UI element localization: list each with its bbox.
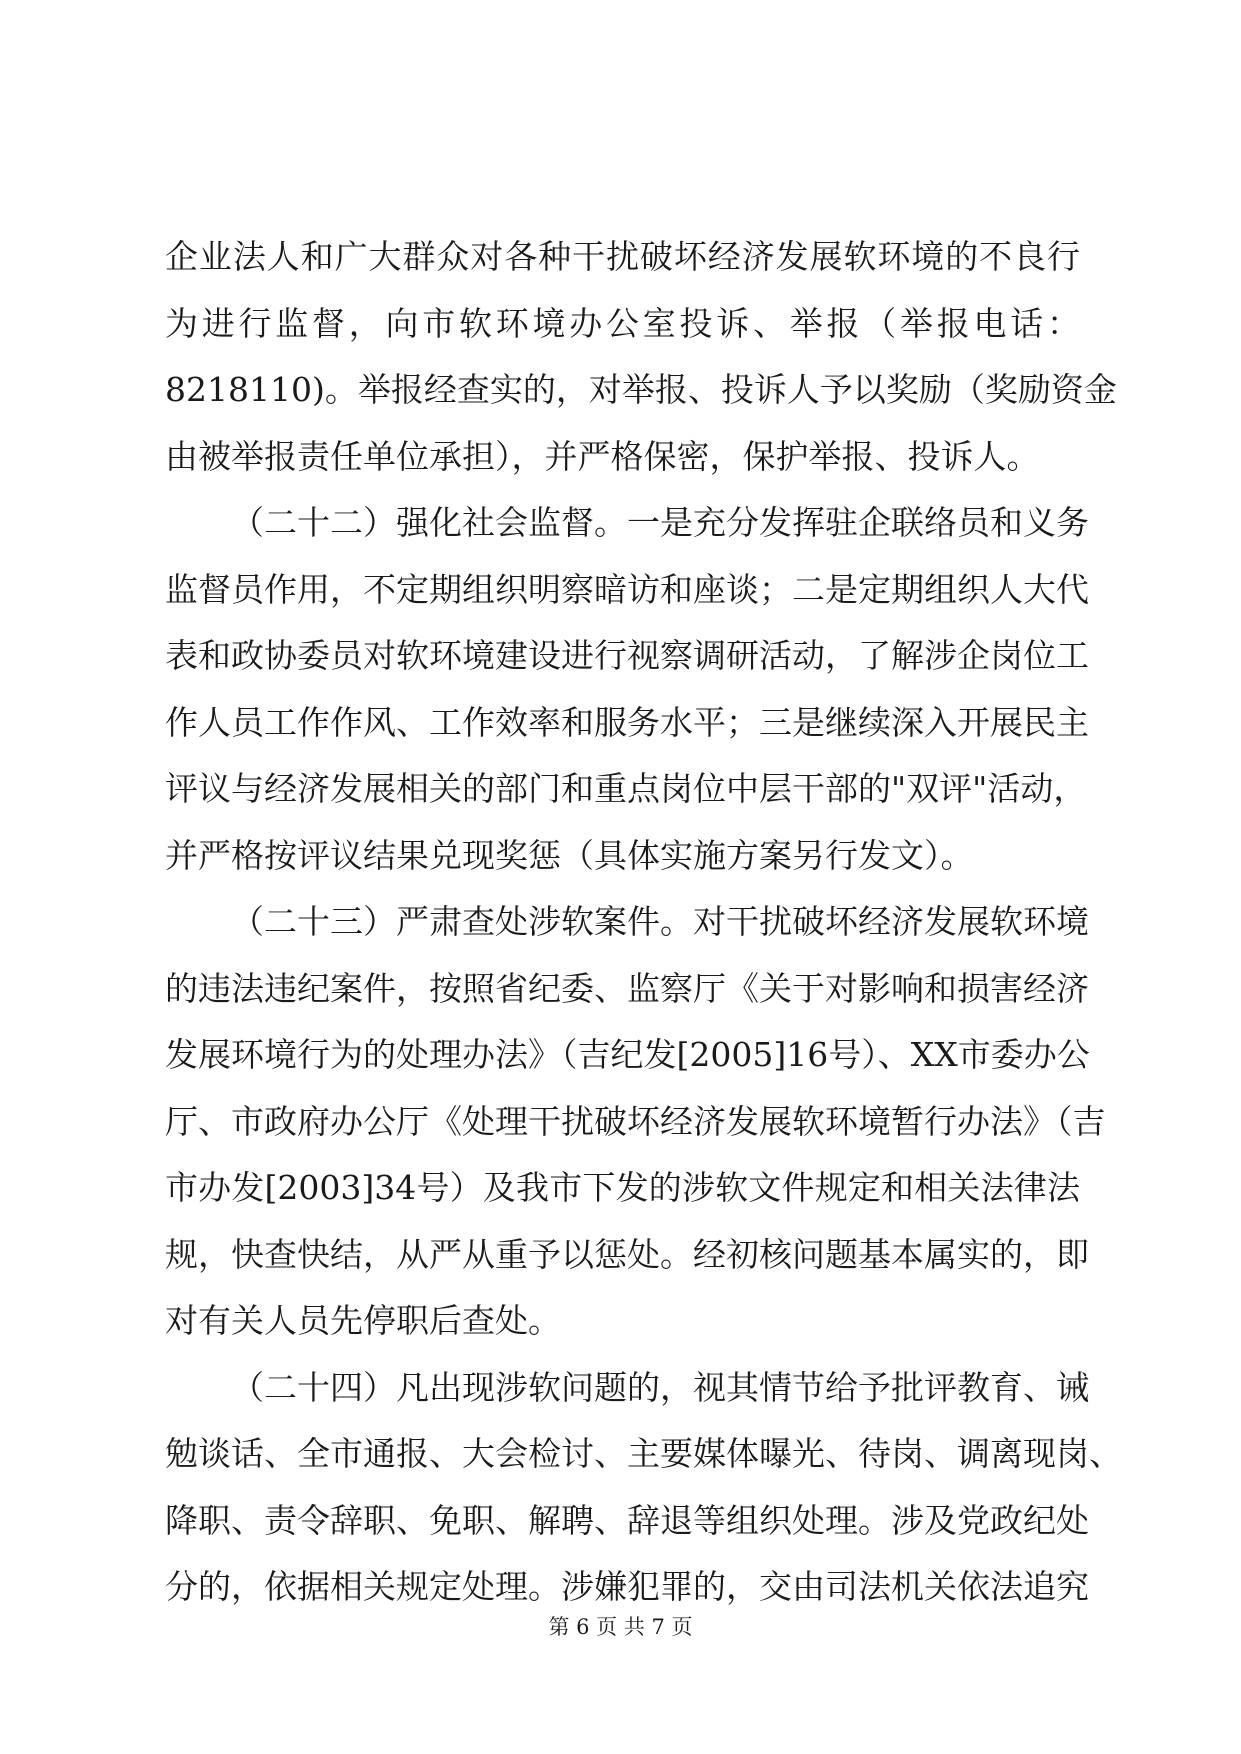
text-line: 表和政协委员对软环境建设进行视察调研活动，了解涉企岗位工 [165, 636, 1089, 675]
paragraph-1 [165, 224, 1117, 490]
text-line: 并严格按评议结果兑现奖惩（具体实施方案另行发文）。 [165, 835, 974, 875]
paragraph-4 [165, 1355, 1122, 1621]
text-line: 监督员作用，不定期组织明察暗访和座谈；二是定期组织人大代 [165, 569, 1089, 609]
text-line: 8218110)。举报经查实的，对举报、投诉人予以奖励（奖励资金 [165, 370, 1117, 409]
text-line: 勉谈话、全市通报、大会检讨、主要媒体曝光、待岗、调离现岗、 [165, 1434, 1122, 1473]
text-line: 为进行监督，向市软环境办公室投诉、举报（举报电话： [165, 303, 1080, 343]
text-line: 的违法违纪案件，按照省纪委、监察厅《关于对影响和损害经济 [165, 968, 1089, 1008]
paragraph-3 [165, 889, 1106, 1355]
text-line: 由被举报责任单位承担），并严格保密，保护举报、投诉人。 [165, 436, 1040, 476]
page-footer [0, 1612, 1241, 1642]
text-line: 对有关人员先停职后查处。 [165, 1301, 561, 1340]
text-line: （二十二）强化社会监督。一是充分发挥驻企联络员和义务 [231, 503, 1089, 542]
page-number-label: 第 6 页 共 7 页 [548, 1615, 693, 1639]
text-line: 发展环境行为的处理办法》（吉纪发[2005]16号）、XX市委办公 [165, 1035, 1090, 1074]
paragraph-2 [165, 490, 1089, 889]
text-line: 降职、责令辞职、免职、解聘、辞退等组织处理。涉及党政纪处 [165, 1500, 1089, 1540]
text-line: （二十四）凡出现涉软问题的，视其情节给予批评教育、诫 [231, 1367, 1089, 1407]
text-line: （二十三）严肃查处涉软案件。对干扰破坏经济发展软环境 [231, 902, 1089, 941]
text-line: 企业法人和广大群众对各种干扰破坏经济发展软环境的不良行 [165, 237, 1080, 276]
text-line: 厅、市政府办公厅《处理干扰破坏经济发展软环境暂行办法》（吉 [165, 1101, 1106, 1141]
text-line: 规，快查快结，从严从重予以惩处。经初核问题基本属实的，即 [165, 1234, 1089, 1274]
text-line: 评议与经济发展相关的部门和重点岗位中层干部的"双评"活动， [165, 769, 1087, 808]
text-line: 分的，依据相关规定处理。涉嫌犯罪的，交由司法机关依法追究 [165, 1567, 1089, 1606]
text-line: 市办发[2003]34号）及我市下发的涉软文件规定和相关法律法 [165, 1168, 1080, 1207]
body-text [165, 224, 1122, 1621]
text-line: 作人员工作作风、工作效率和服务水平；三是继续深入开展民主 [165, 702, 1089, 742]
